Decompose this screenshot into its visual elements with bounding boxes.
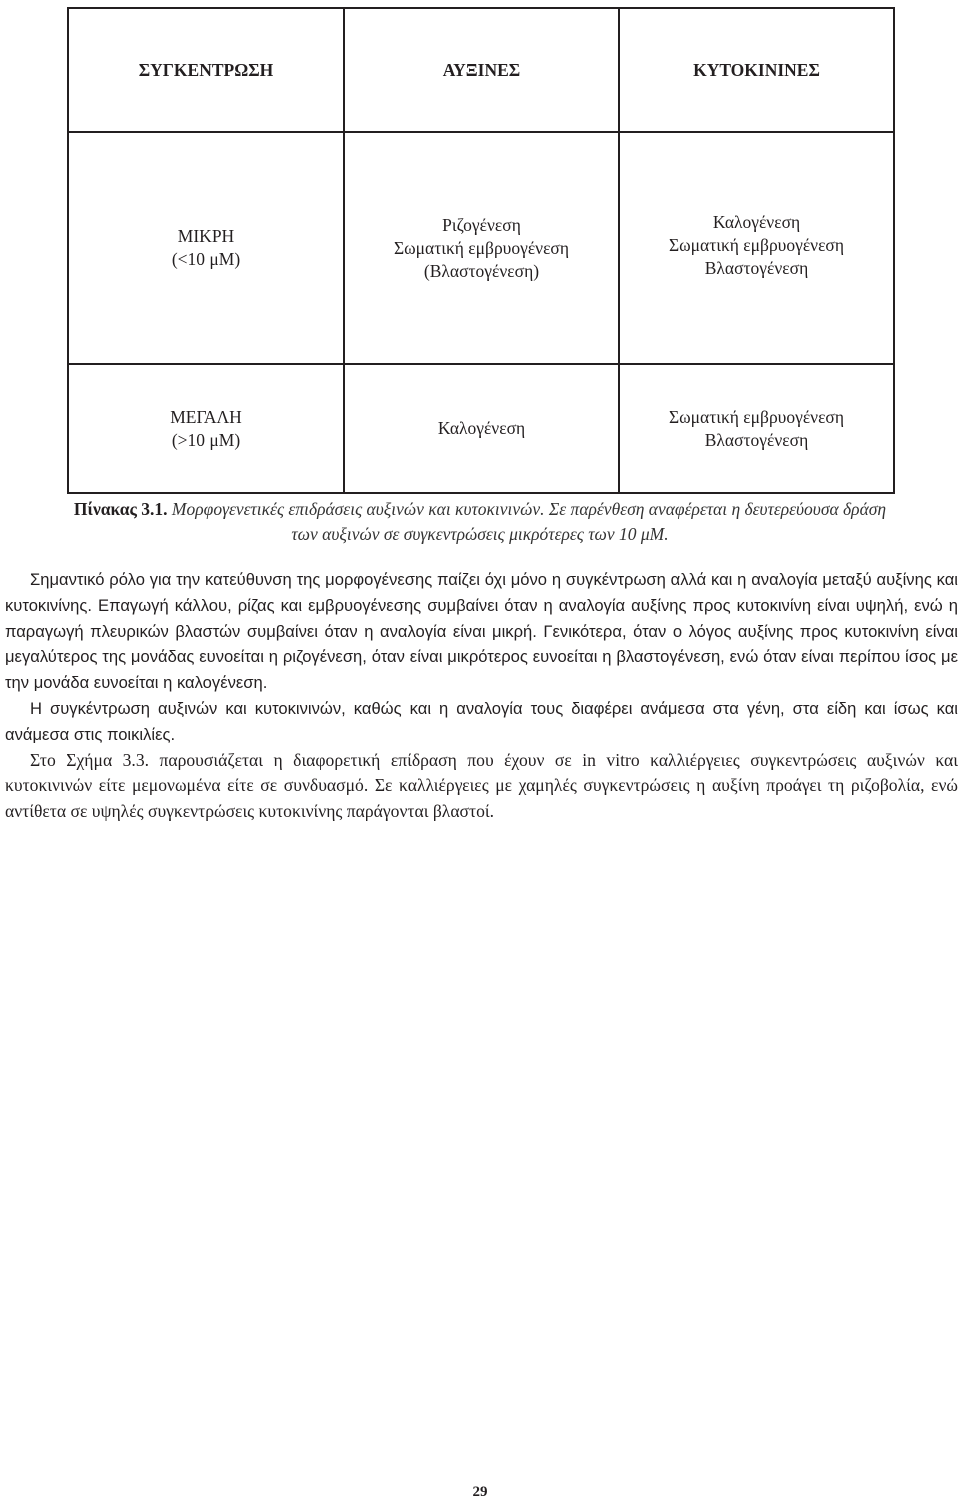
cell-auxins-small [344,132,619,364]
cell-cytokinins-small [619,132,894,364]
paragraph: Σημαντικό ρόλο για την κατεύθυνση της μορφογένεσης παίζει όχι μόνο η συγκέντρωση αλλά και η αναλογία μεταξύ αυξίνης και κυτοκινίνης. Επαγωγή κάλλου, ρίζας και εμβρυογένεσης συμβαίνει όταν η αναλογία αυξίνης προς κυτοκινίνη είναι υψηλή, ενώ η παραγωγή πλευρικών βλαστών συμβαίνει όταν η αναλογία είναι μικρή. Γενικότερα, όταν ο λόγος αυξίνης προς κυτοκινίνη είναι μεγαλύτερος της μονάδας ευνοείται η ριζογένεση, όταν είναι μικρότερος ευνοείται η βλαστογένεση, ενώ όταν είναι περίπου ίσος με την μονάδα ευνοείται η καλογένεση. [5,570,958,693]
table-caption [60,497,900,547]
cell-line: (>10 μΜ) [171,429,241,450]
cell-line: Σωματική εμβρυογένεση [668,234,845,255]
paragraph: Η συγκέντρωση αυξινών και κυτοκινινών, καθώς και η αναλογία τους διαφέρει ανάμεσα στα γένη, στα είδη και ίσως και ανάμεσα στις ποικιλίες. [5,698,958,744]
cell-auxins-large [344,364,619,493]
header-concentration: ΣΥΓΚΕΝΤΡΩΣΗ [68,8,344,132]
cell-line: ΜΕΓΑΛΗ [170,406,242,427]
header-auxins: ΑΥΞΙΝΕΣ [344,8,619,132]
table-row-small-concentration [68,132,894,364]
cell-line: Σωματική εμβρυογένεση [393,237,570,258]
cell-line: Καλογένεση [437,418,526,438]
paragraph: Στο Σχήμα 3.3. παρουσιάζεται η διαφορετική επίδραση που έχουν σε in vitro καλλιέργειες συγκεντρώσεις αυξινών και κυτοκινινών είτε μεμονωμένα είτε σε συνδυασμό. Σε καλλιέργειες με χαμηλές συγκεντρώσεις η αυξίνη προάγει τη ριζοβολία, ενώ αντίθετα σε υψηλές συγκεντρώσεις κυτοκινίνης παράγονται βλαστοί. [5,749,958,822]
cell-line: (Βλαστογένεση) [423,260,540,281]
cell-line: (<10 μΜ) [171,249,241,269]
table-row-large-concentration [68,364,894,493]
cell-concentration-small [68,132,344,364]
header-cytokinins: ΚΥΤΟΚΙΝΙΝΕΣ [619,8,894,132]
cell-line: Σωματική εμβρυογένεση [668,406,845,427]
cell-line: Καλογένεση [712,211,801,232]
cell-line: Ριζογένεση [442,214,521,235]
body-text [5,567,958,825]
cell-line: Βλαστογένεση [704,257,809,278]
cell-concentration-large [68,364,344,493]
morphogenesis-table [67,7,895,494]
cell-line: ΜΙΚΡΗ [177,226,235,246]
page-number: 29 [472,1484,488,1500]
cell-cytokinins-large [619,364,894,493]
caption-text: Μορφογενετικές επιδράσεις αυξινών και κυτοκινινών. Σε παρένθεση αναφέρεται η δευτερεύουσα δράση των αυξινών σε συγκεντρώσεις μικρότερες των 10 μM. [167,499,887,544]
caption-label: Πίνακας 3.1. [73,499,168,519]
cell-line: Βλαστογένεση [704,429,809,450]
table-header-row [68,8,894,132]
